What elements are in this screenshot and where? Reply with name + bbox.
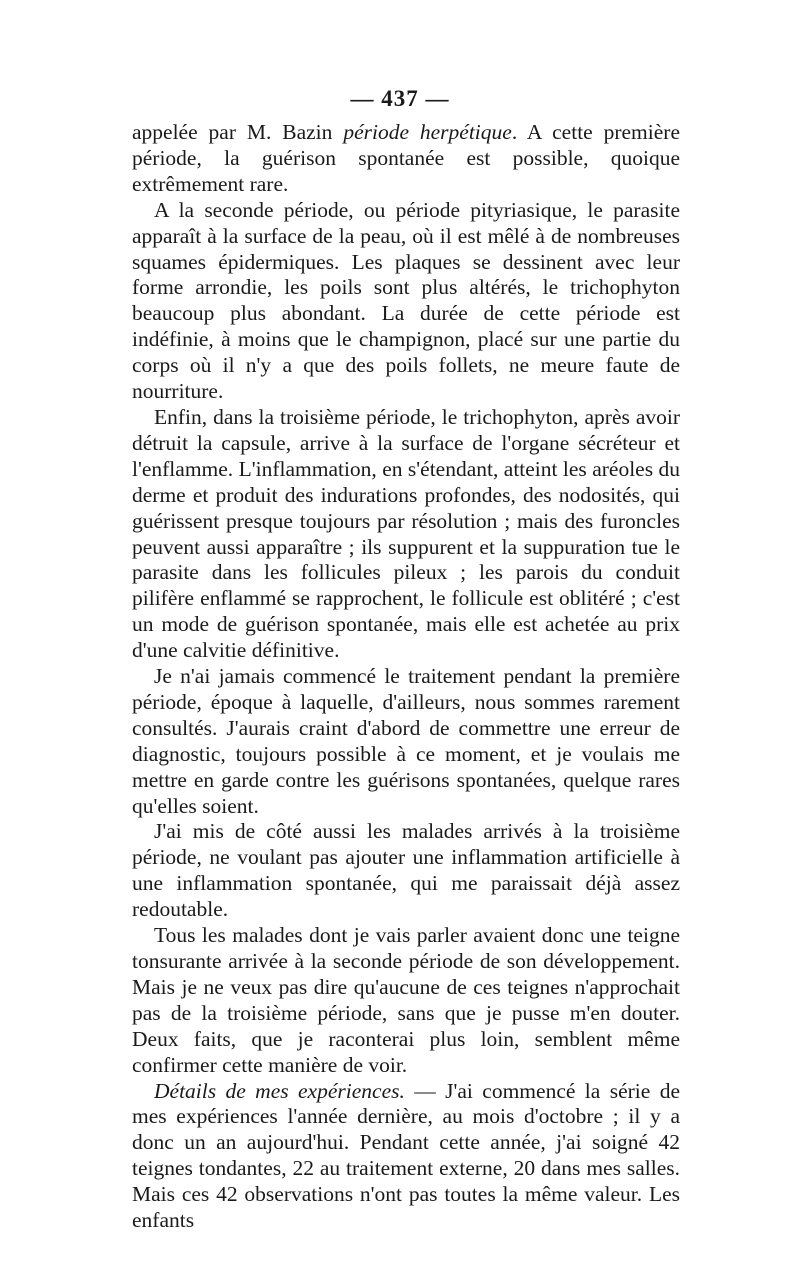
paragraph-3 bbox=[132, 405, 680, 664]
paragraph-1-text-1: appelée par M. Bazin bbox=[132, 120, 344, 144]
paragraph-4 bbox=[132, 664, 680, 819]
paragraph-1-text-2: . A cette première période, la guérison spontanée est possible, quoique extrêmement rare. bbox=[132, 120, 680, 196]
paragraph-2 bbox=[132, 198, 680, 405]
paragraph-6-text: Tous les malades dont je vais parler avaient donc une teigne tonsurante arrivée à la seconde période de son développement. Mais je ne veux pas dire qu'aucune de ces teignes n'approchait pas de la troisième période, sans que je pusse m'en douter. Deux faits, que je raconterai plus loin, semblent même confirmer cette manière de voir. bbox=[132, 923, 680, 1077]
paragraph-6 bbox=[132, 923, 680, 1078]
paragraph-5-text: J'ai mis de côté aussi les malades arrivés à la troisième période, ne voulant pas ajouter une inflammation artificielle à une inflammation spontanée, qui me paraissait déjà assez redoutable. bbox=[132, 819, 680, 922]
paragraph-2-text: A la seconde période, ou période pityriasique, le parasite apparaît à la surface de la peau, où il est mêlé à de nombreuses squames épidermiques. Les plaques se dessinent avec leur forme arrondie, les poils sont plus altérés, le trichophyton beaucoup plus abondant. La durée de cette période est indéfinie, à moins que le champignon, placé sur une partie du corps où il n'y a que des poils follets, ne meure faute de nourriture. bbox=[132, 197, 680, 404]
paragraph-7-text: — J'ai commencé la série de mes expériences l'année dernière, au mois d'octobre ; il y a donc un an aujourd'hui. Pendant cette année, j'ai soigné 42 teignes tondantes, 22 au traitement externe, 20 dans mes salles. Mais ces 42 observations n'ont pas toutes la même valeur. Les enfants bbox=[132, 1078, 680, 1233]
paragraph-4-text: Je n'ai jamais commencé le traitement pendant la première période, époque à laquelle, d'ailleurs, nous sommes rarement consultés. J'aurais craint d'abord de commettre une erreur de diagnostic, toujours possible à ce moment, et je voulais me mettre en garde contre les guérisons spontanées, quelque rares qu'elles soient. bbox=[132, 664, 680, 818]
paragraph-3-text: Enfin, dans la troisième période, le trichophyton, après avoir détruit la capsule, arrive à la surface de l'organe sécréteur et l'enflamme. L'inflammation, en s'étendant, atteint les aréoles du derme et produit des indurations profondes, des nodosités, qui guérissent presque toujours par résolution ; mais des furoncles peuvent aussi apparaître ; ils suppurent et la suppuration tue le parasite dans les follicules pileux ; les parois du conduit pilifère enflammé se rapprochent, le follicule est oblitéré ; c'est un mode de guérison spontanée, mais elle est achetée au prix d'une calvitie définitive. bbox=[132, 404, 680, 663]
paragraph-7 bbox=[132, 1079, 680, 1234]
body-text bbox=[132, 120, 680, 1234]
page-number: — 437 — bbox=[350, 86, 450, 111]
paragraph-1 bbox=[132, 120, 680, 198]
paragraph-5 bbox=[132, 819, 680, 923]
section-heading-italic: Détails de mes expériences. bbox=[154, 1078, 405, 1103]
paragraph-1-italic-term: période herpétique bbox=[343, 120, 512, 144]
